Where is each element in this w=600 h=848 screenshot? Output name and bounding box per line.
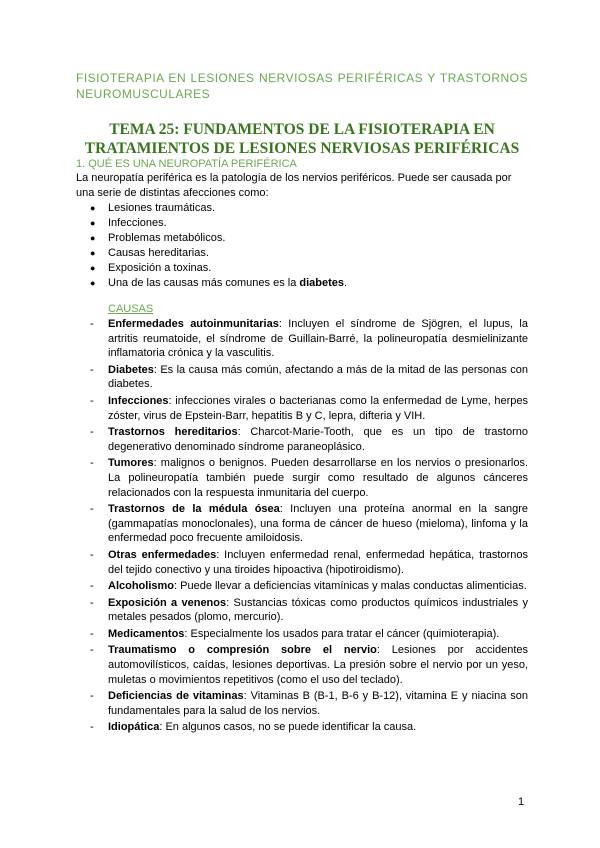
section-heading: 1. QUÉ ES UNA NEUROPATÍA PERIFÉRICA [76,158,297,170]
causa-item [76,363,528,392]
causa-item [76,394,528,423]
causa-term: Otras enfermedades [108,548,217,561]
bullet-list [76,201,528,291]
bullet-item [76,276,528,291]
causa-item [76,456,528,500]
running-header: FISIOTERAPIA EN LESIONES NERVIOSAS PERIFÉRICAS Y TRASTORNOS NEUROMUSCULARES [76,71,528,101]
causa-term: Medicamentos [108,627,185,640]
causa-item [76,425,528,454]
causa-text: : Charcot-Marie-Tooth, que es un tipo de trastorno degenerativo denominado síndrome paraneoplásico. [108,426,528,453]
causa-text: : Sustancias tóxicas como productos químicos industriales y metales pesados (plomo, mercurio). [108,596,528,624]
causa-term: Trastornos hereditarios [108,426,238,439]
causa-term: Enfermedades autoinmunitarias [108,318,279,330]
causa-text: : Incluyen enfermedad renal, enfermedad hepática, trastornos del tejido conectivo y una tiroides hipoactiva (hipotiroidismo). [108,548,528,576]
causa-term: Infecciones [108,394,169,407]
causa-text: : infecciones virales o bacterianas como la enfermedad de Lyme, herpes zóster, virus de Epstein-Barr, hepatitis B y C, lepra, difteria y VIH. [108,394,528,422]
causa-text: : Es la causa más común, afectando a más de la mitad de las personas con diabetes. [108,363,528,391]
causa-item [76,689,528,718]
bullet-item: ● Problemas metabólicos. [76,231,528,246]
causa-item [76,579,528,594]
intro-paragraph: La neuropatía periférica es la patología de los nervios periféricos. Puede ser causada por una serie de distintas afecciones como: [76,172,512,199]
page-number: 1 [518,796,525,808]
causa-text: : Incluyen el síndrome de Sjögren, el lupus, la artritis reumatoide, el síndrome de Guillain-Barré, la polineuropatía desmielinizante inflamatoria crónica y la vasculitis. [108,318,528,360]
causa-term: Alcoholismo [108,580,175,593]
intro-block [76,171,528,291]
causa-term: Trastornos de la médula ósea [108,503,280,516]
causa-item [76,643,528,687]
bullet-bold-term: diabetes [299,277,345,289]
causa-term: Deficiencias de vitaminas [108,690,244,703]
bullet-text: . [344,277,348,289]
page-title: TEMA 25: FUNDAMENTOS DE LA FISIOTERAPIA EN TRATAMIENTOS DE LESIONES NERVIOSAS PERIFÉRICAS [84,121,520,157]
causa-term: Idiopática [108,721,160,734]
causa-text: : Puede llevar a deficiencias vitamínicas y malas conductas alimenticias. [174,580,527,593]
causas-list [76,317,528,737]
causa-item [76,548,528,577]
causa-text: : En algunos casos, no se puede identificar la causa. [159,721,417,734]
bullet-text: Una de las causas más comunes es la [108,277,300,289]
causa-item [76,596,528,625]
causa-term: Tumores [108,457,154,470]
causa-item [76,317,528,361]
causa-term: Traumatismo o compresión sobre el nervio [108,644,377,657]
causa-item [76,627,528,642]
causa-text: : malignos o benignos. Pueden desarrollarse en los nervios o presionarlos. La polineuropatía también puede surgir como resultado de algunos cánceres relacionados con la respuesta inmunitaria del cuerpo. [108,457,528,499]
bullet-item: ● Exposición a toxinas. [76,261,528,276]
causa-text: : Incluyen una proteína anormal en la sangre (gammapatías monoclonales), una forma de cáncer de hueso (mieloma), linfoma y la enfermedad poco frecuente amiloidosis. [108,503,528,545]
causa-text: : Especialmente los usados para tratar el cáncer (quimioterapia). [184,627,500,640]
causas-heading: CAUSAS [108,303,154,315]
causa-text: : Lesiones por accidentes automovilísticos, caídas, lesiones deportivas. La presión sobre el nervio por un yeso, muletas o movimientos repetitivos (como el uso del teclado). [108,644,528,686]
bullet-item: ● Lesiones traumáticas. [76,201,528,216]
causa-item [76,502,528,546]
causa-term: Exposición a venenos [108,596,227,609]
bullet-item: ● Infecciones. [76,216,528,231]
bullet-item: ● Causas hereditarias. [76,246,528,261]
causa-term: Diabetes [108,363,154,376]
causa-text: : Vitaminas B (B-1, B-6 y B-12), vitamina E y niacina son fundamentales para la salud de los nervios. [108,690,528,717]
causa-item [76,720,528,735]
